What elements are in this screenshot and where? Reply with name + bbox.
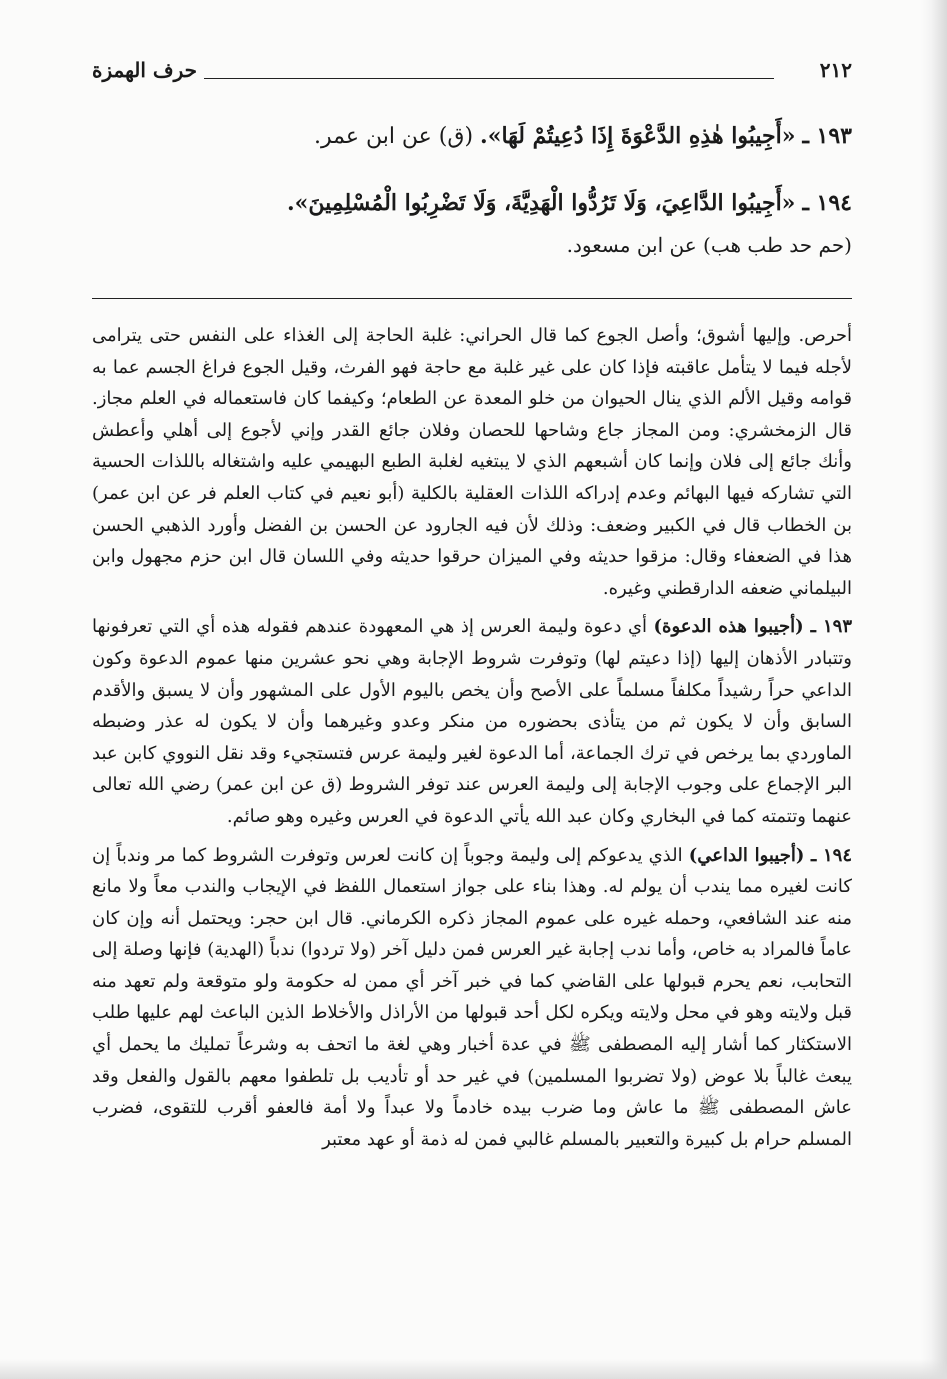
commentary-lead: ١٩٣ ـ (أجيبوا هذه الدعوة) — [653, 616, 852, 638]
header-rule — [204, 78, 774, 79]
commentary-text: أحرص. وإليها أشوق؛ وأصل الجوع كما قال الحراني: غلبة الحاجة إلى الغذاء على النفس حتى يترامى لأجله فيما لا يتأمل عاقبته فإذا كان على غير غلبة مع حاجة فهو الفرث، وقيل الجوع فراغ الجسم عما به قوامه وقيل الألم الذي ينال الحيوان من خلو المعدة عن الطعام؛ وكيفما كان فاستعماله في العلم مجاز. قال الزمخشري: ومن المجاز جاع وشاحها للحصان وفلان جائع القدر وإني لأجوع إلى أهلي وأعطش وأنك جائع إلى فلان وإنما كان أشبعهم الذي لا يبتغيه لغلبة الطبع البهيمي عليه واشتغاله باللذات الحسية التي تشاركه فيها البهائم وعدم إدراكه اللذات العقلية بالكلية (أبو نعيم في كتاب العلم فر عن ابن عمر) بن الخطاب قال في الكبير وضعف: وذلك لأن فيه الجارود عن الحسن بن الفضل وأورد الذهبي الحسن هذا في الضعفاء وقال: مزقوا حديثه وفي الميزان حرقوا حديثه وفي اللسان قال ابن حزم مجهول وابن البيلماني ضعفه الدارقطني وغيره. — [92, 325, 853, 599]
commentary-paragraph — [92, 320, 852, 604]
scan-edge-right — [921, 0, 947, 1379]
page-header — [92, 58, 852, 88]
commentary-paragraph — [92, 611, 852, 832]
running-title: حرف الهمزة — [92, 58, 198, 82]
commentary-text: أي دعوة وليمة العرس إذ هي المعهودة عندهم فقوله هذه أي التي تعرفونها وتتبادر الأذهان إليها (إذا دعيتم لها) وتوفرت شروط الإجابة وهي نحو عشرين منها عموم الدعوة وكون الداعي حراً رشيداً مكلفاً مسلماً على الأصح وأن يخص باليوم الأول على المشهور وأن لا يسبق والأقدم السابق وأن لا يكون ثم من يتأذى بحضوره من منكر وعدو وغيرهما وأن لا يكون له عذر وضبطه الماوردي بما يرخص في ترك الجماعة، أما الدعوة لغير وليمة عرس فتستجيء وقد نقل النووي كابن عبد البر الإجماع على وجوب الإجابة إلى وليمة العرس عند توفر الشروط (ق عن ابن عمر) رضي الله تعالى عنهما وتتمته كما في البخاري وكان عبد الله يأتي الدعوة في العرس وغيره وهو صائم. — [92, 616, 852, 827]
hadith-text: «أَجِيبُوا هٰذِهِ الدَّعْوَةَ إِذَا دُعِيتُمْ لَهَا». — [480, 123, 796, 149]
hadith-number: ١٩٣ ـ — [802, 123, 852, 149]
hadith-text: «أَجِيبُوا الدَّاعِيَ، وَلَا تَرُدُّوا الْهَدِيَّةَ، وَلَا تَضْرِبُوا الْمُسْلِمِينَ». — [287, 190, 796, 216]
scan-edge-bottom — [0, 1359, 947, 1379]
commentary-section — [92, 320, 852, 1162]
hadith-number: ١٩٤ ـ — [802, 190, 852, 216]
hadith-source: (ق) عن ابن عمر. — [313, 124, 474, 149]
hadith-194 — [92, 187, 852, 220]
hadith-193 — [92, 120, 852, 153]
commentary-paragraph — [92, 840, 852, 1156]
page-number: ٢١٢ — [819, 58, 852, 82]
hadith-source: (حم حد طب هب) عن ابن مسعود. — [566, 233, 852, 257]
commentary-lead: ١٩٤ ـ (أجيبوا الداعي) — [688, 844, 852, 866]
section-divider — [92, 298, 852, 299]
commentary-text: الذي يدعوكم إلى وليمة وجوباً إن كانت لعرس وتوفرت الشروط كما مر وندباً إن كانت لغيره مما يندب أن يولم له. وهذا بناء على جواز استعمال اللفظ في الإيجاب والندب معاً ولا مانع منه عند الشافعي، وحمله غيره على عموم المجاز ذكره الكرماني. قال ابن حجر: ويحتمل أنه وإن كان عاماً فالمراد به خاص، وأما ندب إجابة غير العرس فمن دليل آخر (ولا تردوا) ندباً (الهدية) فإنها وصلة إلى التحابب، نعم يحرم قبولها على القاضي كما في خبر آخر أي ممن له حكومة ولو متوقعة ولم تعهد منه قبل ولايته وهو في محل ولايته ويكره لكل أحد قبولها من الأراذل والأخلاط الذين الباعث لهم عليها طلب الاستكثار كما أشار إليه المصطفى ﷺ في عدة أخبار وهي لغة ما اتحف به وشرعاً تمليك ما يحمل أي يبعث غالباً بلا عوض (ولا تضربوا المسلمين) في غير حد أو تأديب بل تلطفوا معهم بالقول والفعل وقد عاش المصطفى ﷺ ما عاش وما ضرب بيده خادماً ولا عبداً ولا أمة فالعفو أقرب للتقوى، فضرب المسلم حرام بل كبيرة والتعبير بالمسلم غالبي فمن له ذمة أو عهد معتبر — [92, 844, 852, 1150]
